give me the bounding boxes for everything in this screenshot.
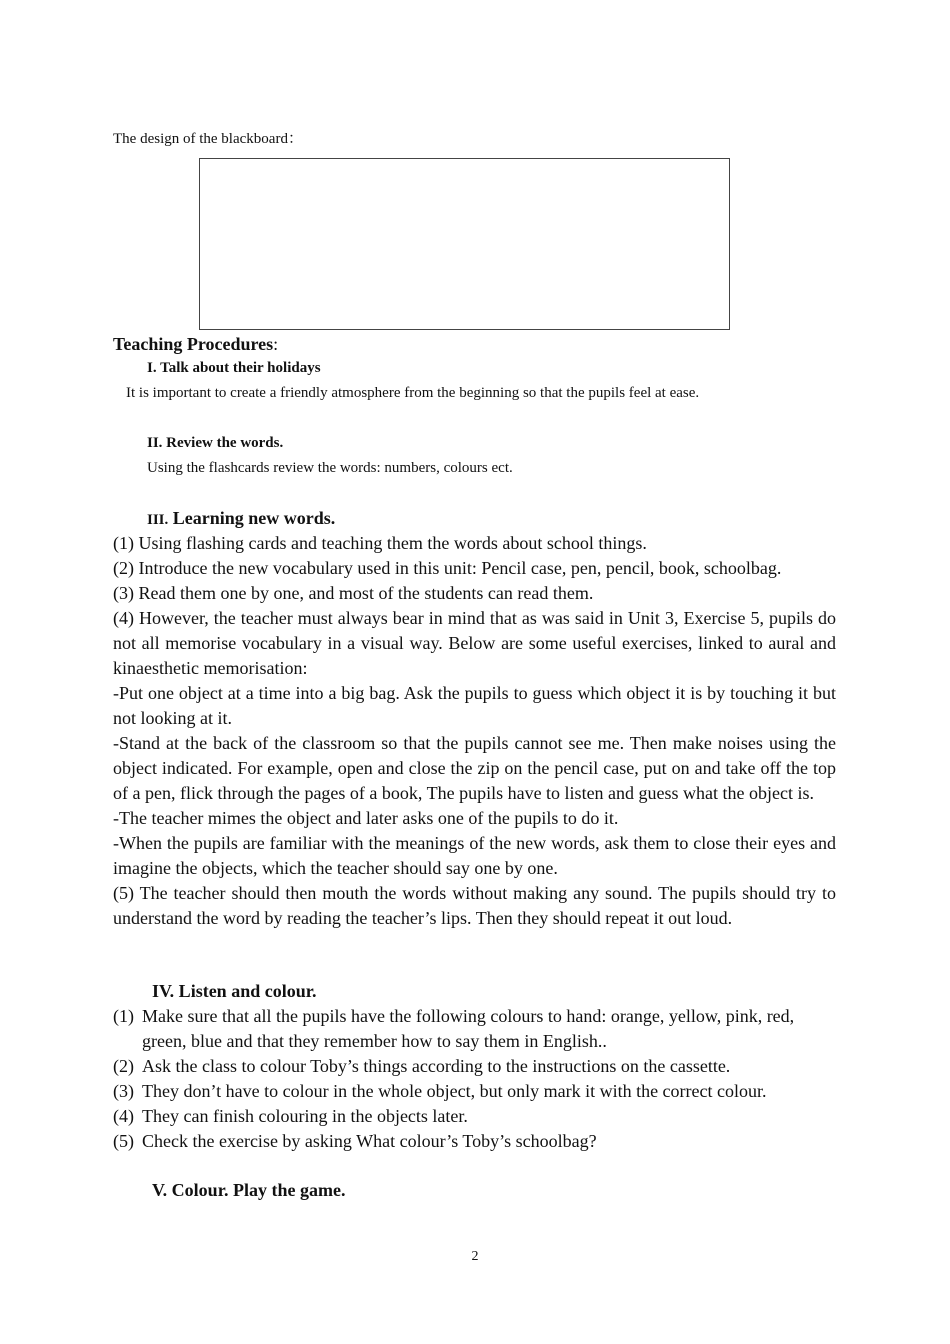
list-item-number: (1) <box>113 1006 134 1026</box>
list-item <box>113 1104 836 1129</box>
list-item <box>113 1079 836 1104</box>
paragraph: (4) However, the teacher must always bear in mind that as was said in Unit 3, Exercise 5, pupils do not all memorise vocabulary in a visual way. Below are some useful exercises, linked to aural and kinaesthetic memorisation: <box>113 608 836 678</box>
list-item <box>113 1004 836 1054</box>
paragraph: -Stand at the back of the classroom so that the pupils cannot see me. Then make noises using the object indicated. For example, open and close the zip on the pencil case, put on and take off the top of a pen, flick through the pages of a book, The pupils have to listen and guess what the object is. <box>113 733 836 803</box>
section4-title: IV. Listen and colour. <box>152 981 317 1001</box>
blackboard-design-box <box>199 158 730 330</box>
section1-body: It is important to create a friendly atmosphere from the beginning so that the pupils feel at ease. <box>126 385 700 401</box>
list-item-number: (5) <box>113 1131 134 1151</box>
list-item-text: Ask the class to colour Toby’s things according to the instructions on the cassette. <box>142 1056 731 1076</box>
list-item <box>113 1054 836 1079</box>
section3-numeral: III. <box>147 512 169 528</box>
page-number: 2 <box>471 1249 479 1264</box>
procedures-colon: : <box>273 334 279 354</box>
list-item-number: (2) <box>113 1056 134 1076</box>
list-item-number: (3) <box>113 1081 134 1101</box>
list-item-text: Check the exercise by asking What colour’s Toby’s schoolbag? <box>142 1131 597 1151</box>
section1-title: I. Talk about their holidays <box>147 360 321 376</box>
procedures-title: Teaching Procedures <box>113 334 274 354</box>
list-item-text: Make sure that all the pupils have the following colours to hand: orange, yellow, pink, red, green, blue and that they remember how to say them in English.. <box>142 1006 795 1051</box>
list-item <box>113 1129 836 1154</box>
paragraph: (1) Using flashing cards and teaching them the words about school things. <box>113 533 647 553</box>
section3-title-text: Learning new words. <box>168 508 336 528</box>
list-item-number: (4) <box>113 1106 134 1126</box>
section2-title: II. Review the words. <box>147 435 284 451</box>
section4-list <box>113 1004 836 1154</box>
blackboard-label: The design of the blackboard： <box>113 131 303 147</box>
procedures-heading <box>113 334 278 355</box>
list-item-text: They don’t have to colour in the whole object, but only mark it with the correct colour. <box>142 1081 767 1101</box>
paragraph: (3) Read them one by one, and most of the students can read them. <box>113 583 594 603</box>
paragraph: (2) Introduce the new vocabulary used in this unit: Pencil case, pen, pencil, book, schoolbag. <box>113 558 782 578</box>
section3-title <box>147 508 335 529</box>
paragraph: -When the pupils are familiar with the meanings of the new words, ask them to close their eyes and imagine the objects, which the teacher should say one by one. <box>113 833 836 878</box>
paragraph: -Put one object at a time into a big bag. Ask the pupils to guess which object it is by touching it but not looking at it. <box>113 683 836 728</box>
list-item-text: They can finish colouring in the objects later. <box>142 1106 468 1126</box>
paragraph: -The teacher mimes the object and later asks one of the pupils to do it. <box>113 808 619 828</box>
section2-body: Using the flashcards review the words: numbers, colours ect. <box>147 460 513 476</box>
paragraph: (5) The teacher should then mouth the words without making any sound. The pupils should try to understand the word by reading the teacher’s lips. Then they should repeat it out loud. <box>113 883 836 928</box>
section3-body <box>113 531 836 931</box>
section5-title: V. Colour. Play the game. <box>152 1180 346 1200</box>
